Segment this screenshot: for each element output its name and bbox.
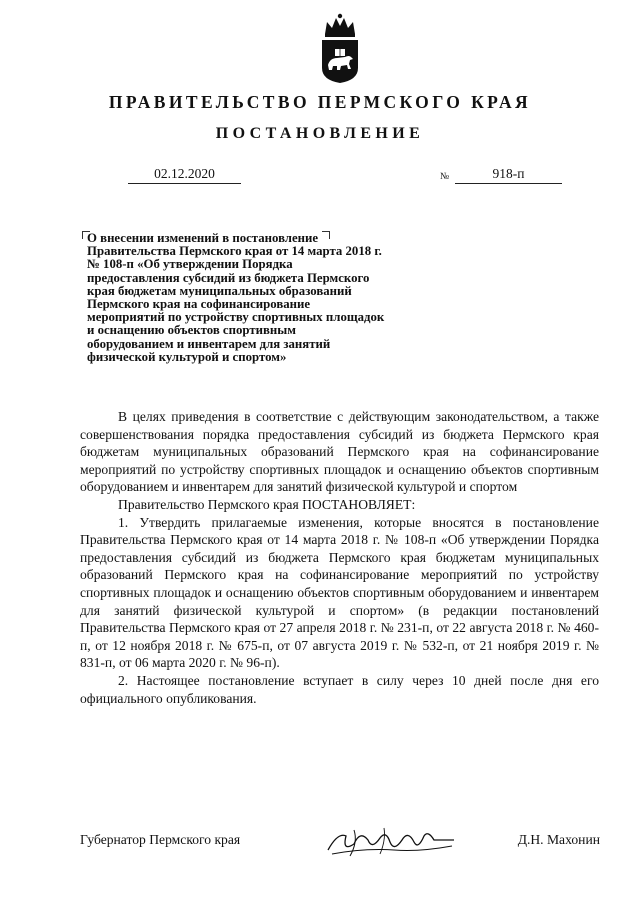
preamble-paragraph: В целях приведения в соответствие с действующим законодательством, а также совершенствования порядка предоставления субсидий из бюджета Пермского края бюджетам муниципальных образований Пермского края на софинансирование мероприятий по устройству спортивных площадок и оснащению объектов спортивным оборудованием и инвентарем для занятий физической культурой и спортом	[80, 409, 599, 495]
subject-line: предоставления субсидий из бюджета Пермского	[87, 270, 370, 285]
decree-number: 918-п	[455, 166, 562, 184]
signature-block	[80, 832, 600, 862]
document-type-title: ПОСТАНОВЛЕНИЕ	[215, 125, 425, 142]
handwritten-signature-icon	[324, 822, 459, 862]
subject-line: Пермского края на софинансирование	[87, 297, 311, 312]
subject-line: оборудованием и инвентарем для занятий	[87, 336, 331, 351]
number-label: №	[440, 172, 450, 182]
subject-heading	[87, 232, 467, 364]
subject-line: О внесении изменений в постановление	[87, 231, 319, 245]
subject-line: и оснащению объектов спортивным	[87, 323, 296, 338]
decree-date: 02.12.2020	[128, 166, 241, 184]
resolution-paragraph: Правительство Пермского края ПОСТАНОВЛЯЕТ:	[118, 496, 416, 512]
signatory-role: Губернатор Пермского края	[80, 832, 241, 847]
clause-2-paragraph: 2. Настоящее постановление вступает в силу через 10 дней после дня его официального опубликования.	[80, 672, 599, 706]
perm-krai-coat-of-arms-icon	[319, 12, 361, 84]
government-title: ПРАВИТЕЛЬСТВО ПЕРМСКОГО КРАЯ	[108, 92, 532, 112]
decree-body	[80, 408, 599, 707]
subject-line: № 108-п «Об утверждении Порядка	[87, 257, 293, 272]
subject-line: физической культурой и спортом»	[87, 349, 287, 364]
clause-1-paragraph: 1. Утвердить прилагаемые изменения, которые вносятся в постановление Правительства Пермского края от 14 марта 2018 г. № 108-п «Об утверждении Порядка предоставления субсидий из бюджета Пермского края бюджетам муниципальных образований Пермского края на софинансирование мероприятий по устройству спортивных площадок и оснащению объектов спортивным оборудованием и инвентарем для занятий физической культурой и спортом» (в редакции постановлений Правительства Пермского края от 27 апреля 2018 г. № 231-п, от 22 августа 2018 г. № 460-п, от 12 ноября 2018 г. № 675-п, от 07 августа 2019 г. № 532-п, от 21 ноября 2019 г. № 831-п, от 06 марта 2020 г. № 96-п).	[80, 514, 599, 671]
subject-line: Правительства Пермского края от 14 марта 2018 г.	[87, 244, 382, 259]
subject-line: мероприятий по устройству спортивных площадок	[87, 310, 385, 325]
subject-line: края бюджетам муниципальных образований	[87, 283, 352, 298]
signatory-name: Д.Н. Махонин	[517, 832, 600, 847]
